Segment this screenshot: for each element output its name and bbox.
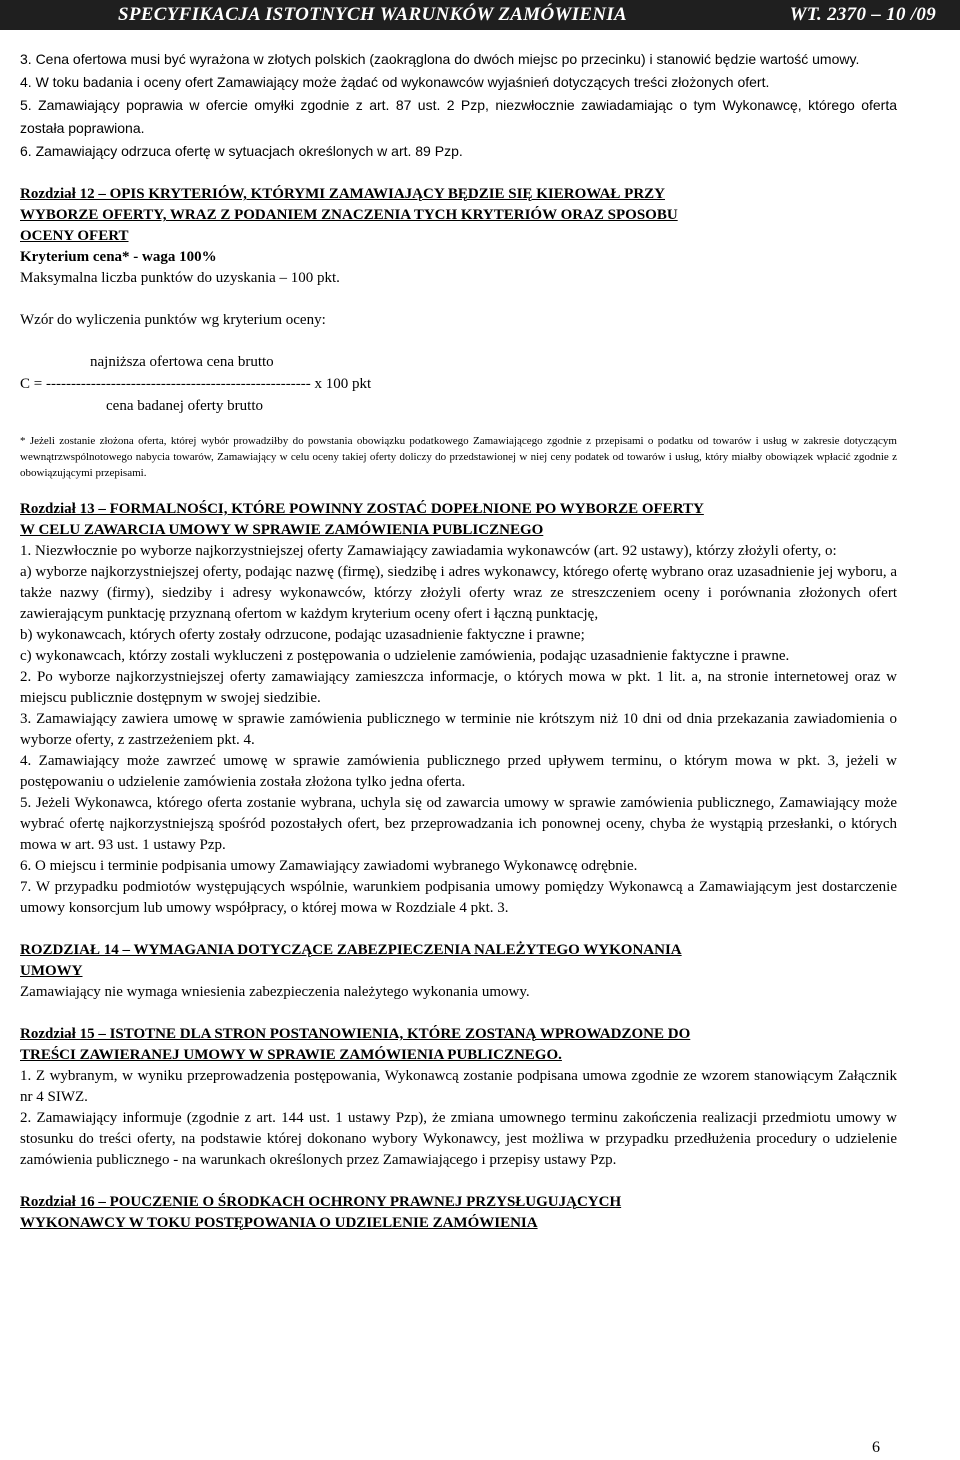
section-12 (20, 184, 897, 481)
header-reference: WT. 2370 – 10 /09 (789, 4, 936, 25)
section-16-title-line: Rozdział 16 – POUCZENIE O ŚRODKACH OCHRONY PRAWNEJ PRZYSŁUGUJĄCYCH (20, 1194, 622, 1210)
paragraph: 5. Jeżeli Wykonawca, którego oferta zostanie wybrana, uchyla się od zawarcia umowy w sprawie zamówienia publicznego, Zamawiający może wybrać ofertę najkorzystniejszą spośród pozostałych ofert, bez przeprowadzania ich ponownej oceny, chyba że wystąpią przesłanki, o których mowa w art. 93 ust. 1 ustawy Pzp. (20, 795, 897, 853)
section-13 (20, 499, 897, 919)
formula (20, 351, 897, 417)
section-12-title-line: Rozdział 12 – OPIS KRYTERIÓW, KTÓRYMI ZAMAWIAJĄCY BĘDZIE SIĘ KIEROWAŁ PRZY (20, 186, 665, 202)
paragraph: 1. Z wybranym, w wyniku przeprowadzenia postępowania, Wykonawcą zostanie podpisana umowa zgodnie ze wzorem stanowiącym Załącznik nr 4 SIWZ. (20, 1068, 897, 1105)
paragraph: b) wykonawcach, których oferty zostały odrzucone, podając uzasadnienie faktyczne i prawne; (20, 627, 585, 643)
list-item: 3. Cena ofertowa musi być wyrażona w złotych polskich (zaokrąglona do dwóch miejsc po przecinku) i stanowić będzie wartość umowy. (20, 51, 860, 67)
paragraph: 4. Zamawiający może zawrzeć umowę w sprawie zamówienia publicznego przed upływem terminu, o którym mowa w pkt. 3, jeżeli w postępowaniu o udzielenie zamówienia została złożona tylko jedna oferta. (20, 753, 897, 790)
footnote: * Jeżeli zostanie złożona oferta, której wybór prowadziłby do powstania obowiązku podatkowego Zamawiającego zgodnie z przepisami o podatku od towarów i usług w zakresie dotyczącym wewnątrzwspólnotowego nabycia towarów, Zamawiający w celu oceny takiej oferty doliczy do przedstawionej w niej ceny podatek od towarów i usług, który miałby obowiązek wpłacić zgodnie z obowiązującymi przepisami. (20, 435, 897, 479)
section-15 (20, 1024, 897, 1171)
paragraph: 3. Zamawiający zawiera umowę w sprawie zamówienia publicznego w terminie nie krótszym niż 10 dni od dnia przekazania zawiadomienia o wyborze oferty, z zastrzeżeniem pkt. 4. (20, 711, 897, 748)
max-points: Maksymalna liczba punktów do uzyskania – 100 pkt. (20, 270, 340, 286)
top-list (20, 48, 897, 163)
section-12-title-line: OCENY OFERT (20, 228, 129, 244)
formula-line: C = ----------------------------------------------------- x 100 pkt (20, 376, 372, 392)
paragraph: 2. Po wyborze najkorzystniejszej oferty zamawiający zamieszcza informacje, o których mowa w pkt. 1 lit. a, na stronie internetowej oraz w miejscu publicznie dostępnym w swojej siedzibie. (20, 669, 897, 706)
list-item: 5. Zamawiający poprawia w ofercie omyłki zgodnie z art. 87 ust. 2 Pzp, niezwłocznie zawiadamiając o tym Wykonawcę, którego oferta została poprawiona. (20, 97, 897, 136)
paragraph: 2. Zamawiający informuje (zgodnie z art. 144 ust. 1 ustawy Pzp), że zmiana umownego terminu zakończenia realizacji przedmiotu umowy w stosunku do treści oferty, na podstawie której dokonano wybory Wykonawcy, jest możliwa w przypadku przedłużenia procedury o udzielenie zamówienia publicznego - na warunkach określonych przez Zamawiającego i przepisy ustawy Pzp. (20, 1110, 897, 1168)
section-15-title-line: Rozdział 15 – ISTOTNE DLA STRON POSTANOWIENIA, KTÓRE ZOSTANĄ WPROWADZONE DO (20, 1026, 691, 1042)
section-12-title-line: WYBORZE OFERTY, WRAZ Z PODANIEM ZNACZENIA TYCH KRYTERIÓW ORAZ SPOSOBU (20, 207, 678, 223)
page-number: 6 (872, 1439, 880, 1456)
list-item: 6. Zamawiający odrzuca ofertę w sytuacjach określonych w art. 89 Pzp. (20, 143, 463, 159)
formula-denominator: cena badanej oferty brutto (106, 398, 264, 414)
paragraph: 6. O miejscu i terminie podpisania umowy Zamawiający zawiadomi wybranego Wykonawcę odrębnie. (20, 858, 638, 874)
section-14 (20, 940, 897, 1003)
list-item: 4. W toku badania i oceny ofert Zamawiający może żądać od wykonawców wyjaśnień dotyczących treści złożonych ofert. (20, 74, 770, 90)
paragraph: 1. Niezwłocznie po wyborze najkorzystniejszej oferty Zamawiający zawiadamia wykonawców (art. 92 ustawy), którzy złożyli oferty, o: (20, 543, 837, 559)
paragraph: c) wykonawcach, którzy zostali wykluczeni z postępowania o udzielenie zamówienia, podając uzasadnienie faktyczne i prawne. (20, 648, 790, 664)
section-13-title-line: Rozdział 13 – FORMALNOŚCI, KTÓRE POWINNY ZOSTAĆ DOPEŁNIONE PO WYBORZE OFERTY (20, 501, 704, 517)
section-15-title-line: TREŚCI ZAWIERANEJ UMOWY W SPRAWIE ZAMÓWIENIA PUBLICZNEGO. (20, 1047, 562, 1063)
section-14-title-line: UMOWY (20, 963, 83, 979)
section-14-title-line: ROZDZIAŁ 14 – WYMAGANIA DOTYCZĄCE ZABEZPIECZENIA NALEŻYTEGO WYKONANIA (20, 942, 682, 958)
section-16 (20, 1192, 897, 1234)
document-header (0, 0, 960, 30)
formula-intro: Wzór do wyliczenia punktów wg kryterium oceny: (20, 312, 326, 328)
header-title: SPECYFIKACJA ISTOTNYCH WARUNKÓW ZAMÓWIENIA (118, 4, 628, 25)
paragraph: a) wyborze najkorzystniejszej oferty, podając nazwę (firmę), siedzibę i adres wykonawcy, którego ofertę wybrano oraz uzasadnienie jej wyboru, a także nazwy (firmy), siedziby i adresy wykonawców, którzy złożyli oferty wraz ze streszczeniem oceny i porównania złożonych ofert zawierającym punktację przyznaną ofertom w każdym kryterium oceny ofert i łączną punktację, (20, 564, 897, 622)
formula-numerator: najniższa ofertowa cena brutto (90, 354, 274, 370)
section-16-title-line: WYKONAWCY W TOKU POSTĘPOWANIA O UDZIELENIE ZAMÓWIENIA (20, 1215, 538, 1231)
paragraph: 7. W przypadku podmiotów występujących wspólnie, warunkiem podpisania umowy pomiędzy Wykonawcą a Zamawiającym jest dostarczenie umowy konsorcjum lub umowy współpracy, o której mowa w Rozdziale 4 pkt. 3. (20, 879, 897, 916)
paragraph: Zamawiający nie wymaga wniesienia zabezpieczenia należytego wykonania umowy. (20, 984, 530, 1000)
criterion-label: Kryterium cena* - waga 100% (20, 249, 217, 265)
section-13-title-line: W CELU ZAWARCIA UMOWY W SPRAWIE ZAMÓWIENIA PUBLICZNEGO (20, 522, 544, 538)
page-content (20, 48, 897, 1234)
